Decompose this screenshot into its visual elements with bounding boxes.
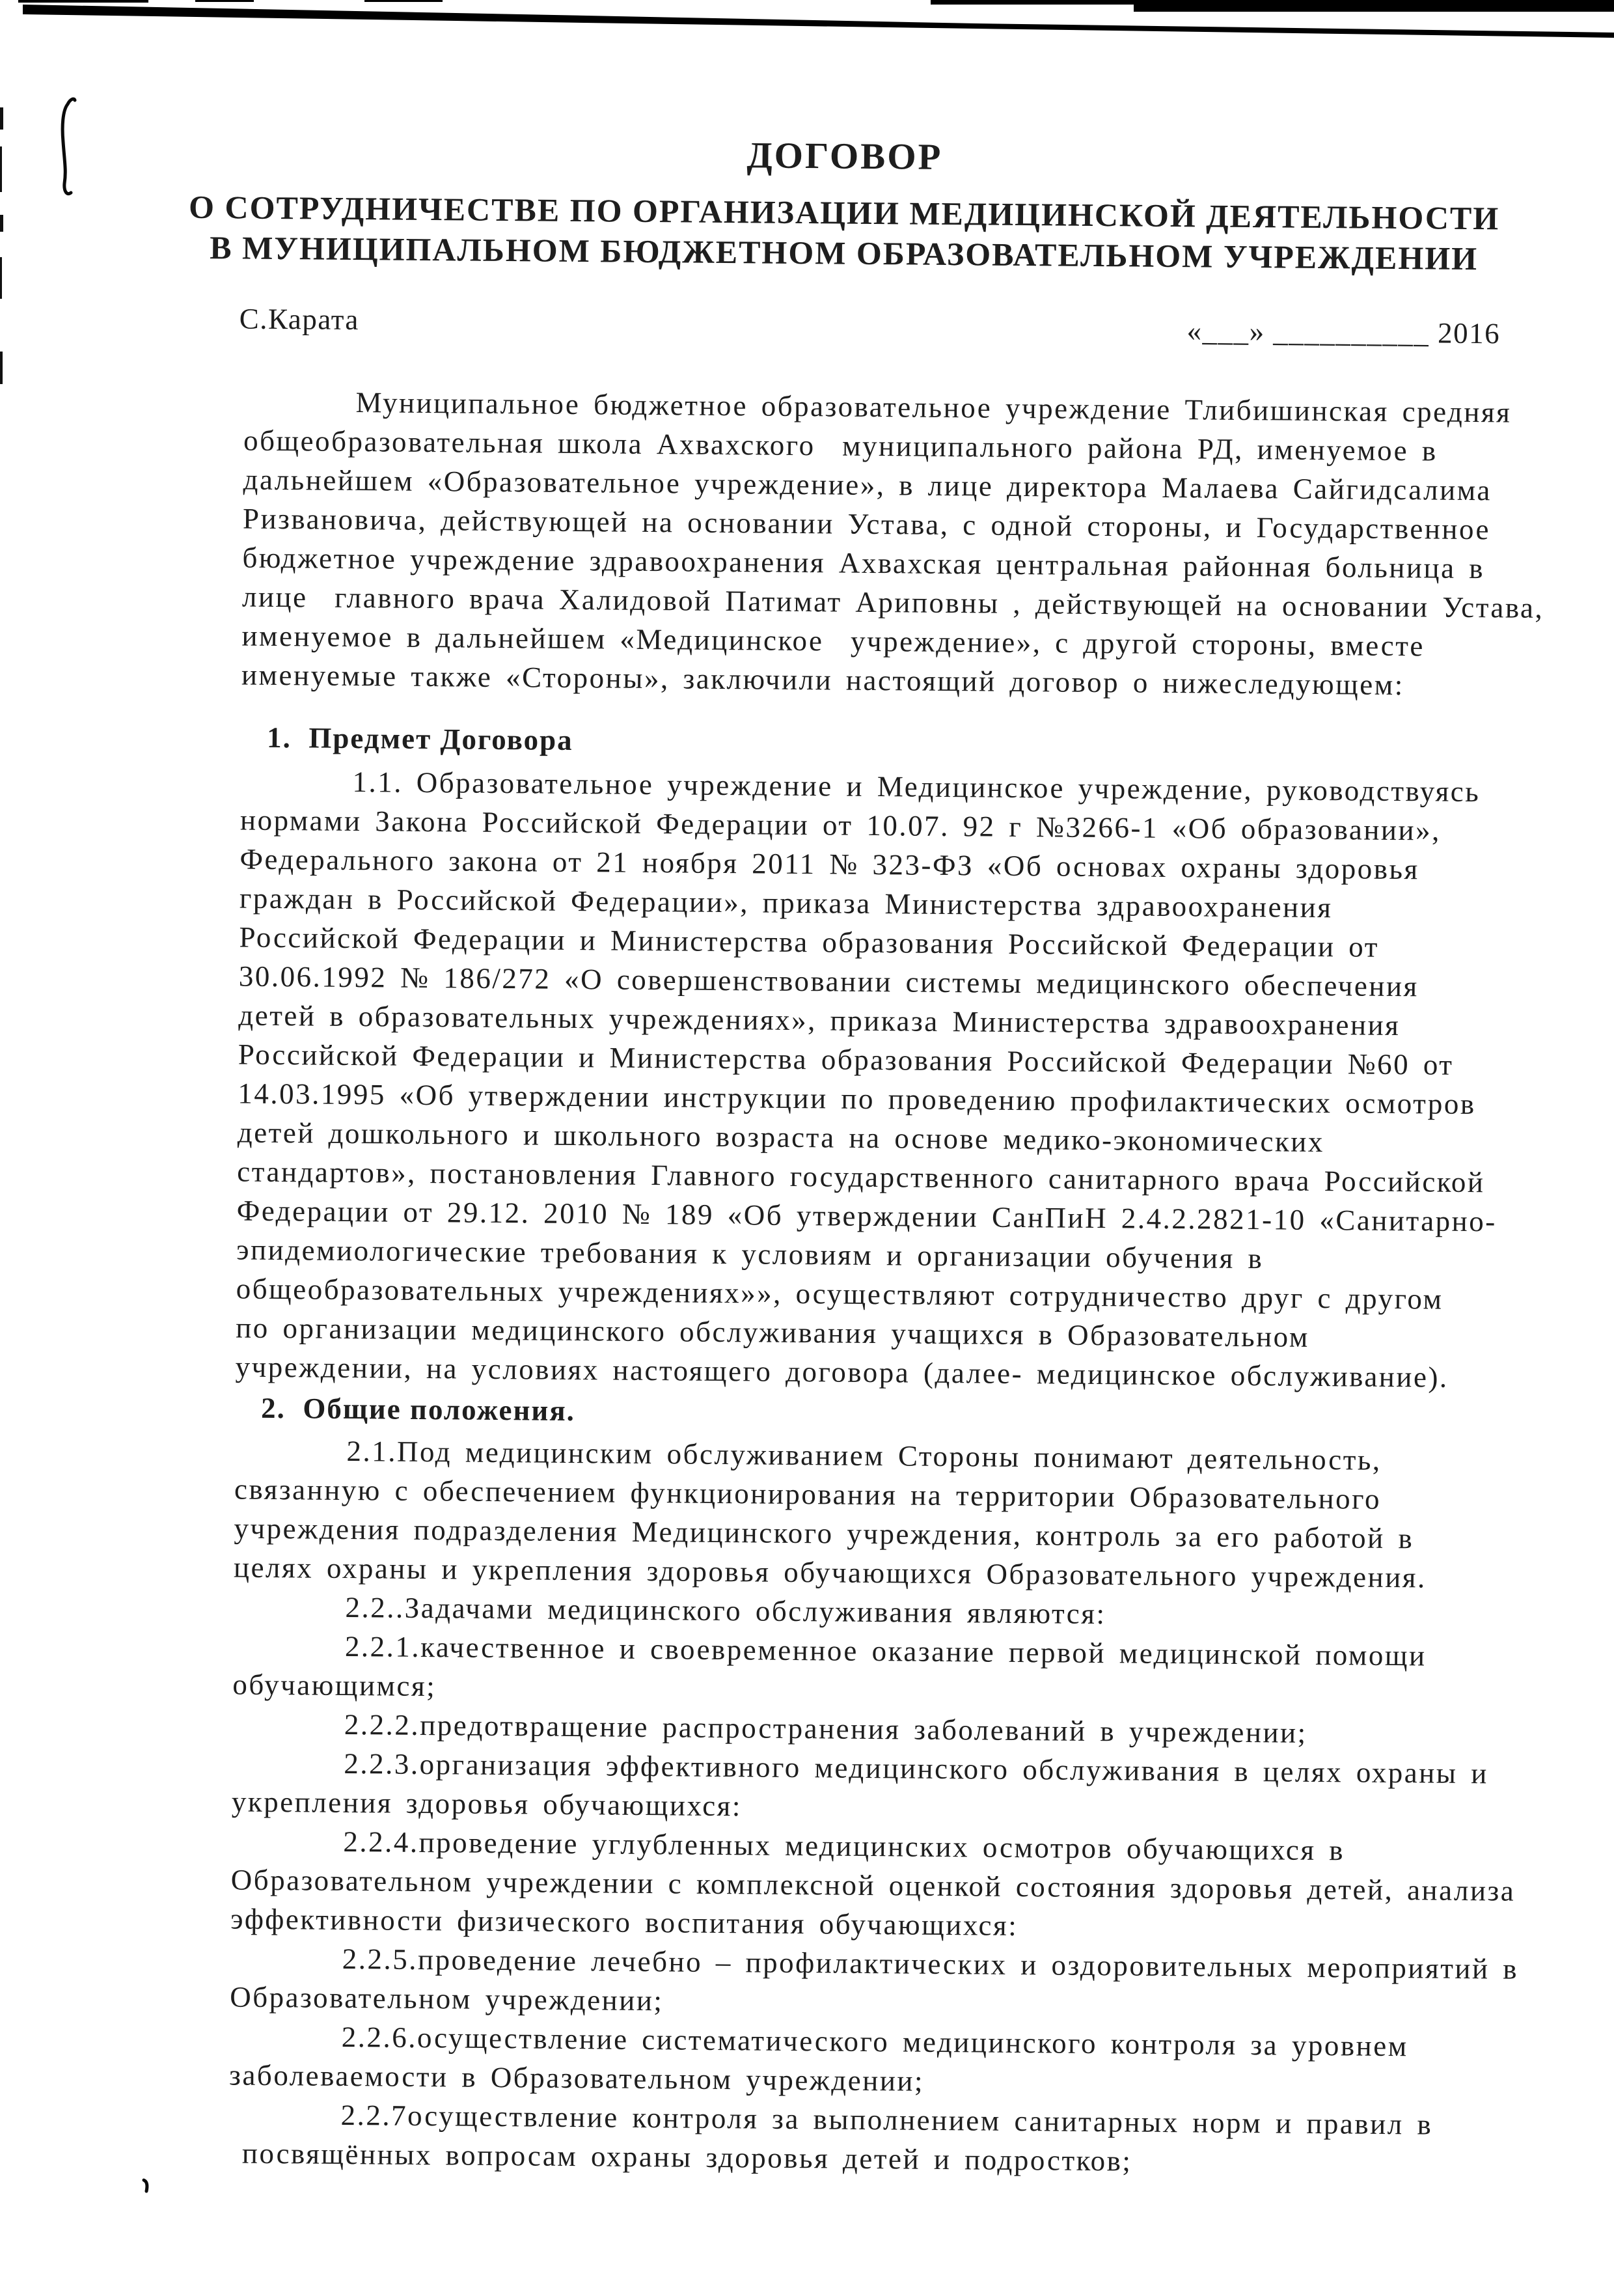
text-line: 2.1.Под медицинским обслуживанием Стороны понимают деятельность,	[346, 1434, 1382, 1476]
text-line: общеобразовательная школа Ахвахского муниципального района РД, именуемое в	[243, 424, 1438, 467]
document-subtitle-line2: В МУНИЦИПАЛЬНОМ БЮДЖЕТНОМ ОБРАЗОВАТЕЛЬНОМ УЧРЕЖДЕНИИ	[210, 229, 1479, 277]
text-line: эффективности физического воспитания обучающихся:	[230, 1902, 1019, 1943]
text-line: детей дошкольного и школьного возраста на основе медико-экономических	[237, 1116, 1325, 1159]
text-line: связанную с обеспечением функционирования на территории Образовательного	[234, 1473, 1382, 1515]
text-line: учреждения подразделения Медицинского учреждения, контроль за его работой в	[234, 1512, 1414, 1555]
text-line: по организации медицинского обслуживания учащихся в Образовательном	[235, 1311, 1310, 1353]
text-line: Федерального закона от 21 ноября 2011 № 323-ФЗ «Об основах охраны здоровья	[239, 842, 1419, 886]
document-subtitle-line1: О СОТРУДНИЧЕСТВЕ ПО ОРГАНИЗАЦИИ МЕДИЦИНСКОЙ ДЕЯТЕЛЬНОСТИ	[188, 188, 1500, 237]
text-line: детей в образовательных учреждениях», приказа Министерства здравоохранения	[238, 999, 1401, 1042]
scanner-edge-dash	[18, 0, 148, 3]
text-line: 14.03.1995 «Об утверждении инструкции по проведению профилактических осмотров	[238, 1077, 1476, 1121]
text-line: 2.2.3.организация эффективного медицинского обслуживания в целях охраны и	[344, 1747, 1489, 1790]
section1-heading: 1. Предмет Договора	[266, 721, 573, 756]
pen-stroke	[62, 99, 75, 194]
text-line: обучающимся;	[232, 1668, 437, 1703]
text-line: именуемое в дальнейшем «Медицинское учреждение», с другой стороны, вместе	[241, 619, 1425, 663]
text-line: заболеваемости в Образовательном учреждении;	[228, 2058, 925, 2097]
text-line: эпидемиологические требования к условиям и организации обучения в	[236, 1233, 1264, 1275]
text-line: Образовательном учреждении с комплексной оценкой состояния здоровья детей, анализа	[230, 1863, 1516, 1907]
text-line: укрепления здоровья обучающихся:	[231, 1785, 743, 1823]
left-edge-dash	[0, 257, 2, 299]
stray-mark	[144, 2180, 147, 2191]
text-line: 2.2.1.качественное и своевременное оказание первой медицинской помощи	[344, 1629, 1427, 1672]
left-edge-dash	[0, 215, 3, 232]
scanner-edge-dash	[364, 0, 443, 2]
text-line: бюджетное учреждение здравоохранения Ахвахская центральная районная больница в	[242, 541, 1485, 585]
text-line: Муниципальное бюджетное образовательное учреждение Тлибишинская средняя	[355, 386, 1512, 429]
section2-heading: 2. Общие положения.	[260, 1391, 576, 1428]
text-line: 2.2..Задачами медицинского обслуживания являются:	[345, 1590, 1106, 1631]
left-edge-dash	[0, 146, 2, 192]
text-line: Российской Федерации и Министерства образования Российской Федерации №60 от	[238, 1038, 1454, 1081]
text-line: 2.2.5.проведение лечебно – профилактических и оздоровительных мероприятий в	[342, 1942, 1519, 1985]
text-line: учреждении, на условиях настоящего договора (далее- медицинское обслуживание).	[235, 1350, 1449, 1394]
date-blank-line: «___» __________ 2016	[1186, 314, 1501, 350]
text-line: 30.06.1992 № 186/272 «О совершенствовании системы медицинского обеспечения	[238, 960, 1419, 1003]
text-line: 2.2.6.осуществление систематического медицинского контроля за уровнем	[341, 2020, 1408, 2063]
text-line: именуемые также «Стороны», заключили настоящий договор о нижеследующем:	[241, 658, 1404, 702]
left-edge-dash	[0, 352, 3, 384]
text-line: 1.1. Образовательное учреждение и Медицинское учреждение, руководствуясь	[352, 766, 1481, 809]
text-line: Образовательном учреждении;	[230, 1980, 664, 2017]
text-line: 2.2.7осуществление контроля за выполнением санитарных норм и правил в	[340, 2098, 1433, 2141]
text-line: 2.2.4.проведение углубленных медицинских осмотров обучающихся в	[343, 1825, 1345, 1867]
text-line: целях охраны и укрепления здоровья обучающихся Образовательного учреждения.	[233, 1551, 1427, 1594]
scanner-edge-band-thin	[931, 0, 1139, 5]
text-line: общеобразовательных учреждениях»», осуществляют сотрудничество друг с другом	[236, 1272, 1443, 1316]
text-line: дальнейшем «Образовательное учреждение», в лице директора Малаева Сайгидсалима	[243, 463, 1492, 507]
text-line: Российской Федерации и Министерства образования Российской Федерации от	[239, 920, 1380, 963]
scanner-edge-dash	[195, 0, 254, 2]
text-line: стандартов», постановления Главного государственного санитарного врача Российской	[237, 1155, 1485, 1199]
text-line: граждан в Российской Федерации», приказа Министерства здравоохранения	[239, 881, 1333, 924]
scanner-edge-band	[1134, 0, 1614, 12]
text-line: Ризвановича, действующей на основании Устава, с одной стороны, и Государственное	[242, 502, 1491, 546]
document-title: ДОГОВОР	[746, 135, 943, 178]
text-line: посвящённых вопросам охраны здоровья детей и подростков;	[228, 2137, 1132, 2178]
left-edge-dash	[0, 107, 3, 130]
text-line: Федерации от 29.12. 2010 № 189 «Об утверждении СанПиН 2.4.2.2821-10 «Санитарно-	[236, 1194, 1497, 1238]
text-line: лице главного врача Халидовой Патимат Ариповны , действующей на основании Устава,	[241, 580, 1544, 624]
text-line: 2.2.2.предотвращение распространения заболеваний в учреждении;	[344, 1708, 1307, 1749]
text-line: нормами Закона Российской Федерации от 10.07. 92 г №3266-1 «Об образовании»,	[239, 803, 1442, 847]
place-label: С.Карата	[239, 302, 360, 337]
